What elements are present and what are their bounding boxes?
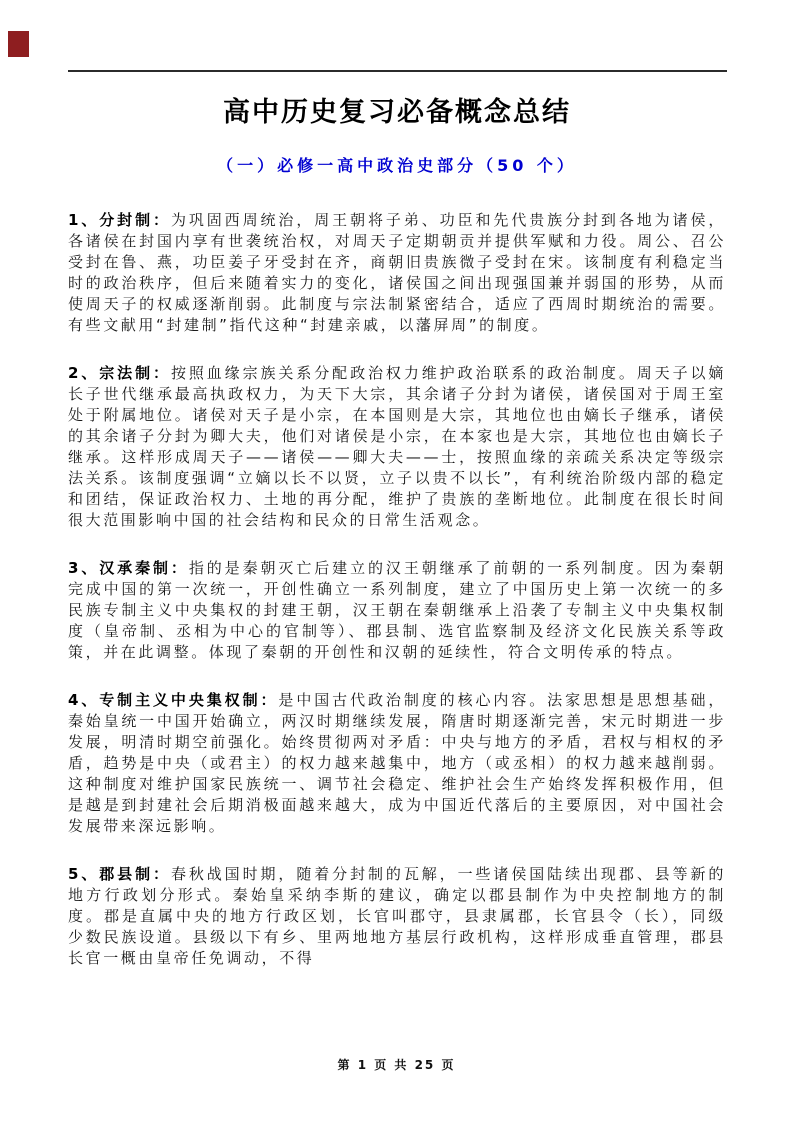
paragraph-text: 是中国古代政治制度的核心内容。法家思想是思想基础，秦始皇统一中国开始确立，两汉时期继续发展，隋唐时期逐渐完善，宋元时期进一步发展，明清时期空前强化。始终贯彻两对矛盾：中央与地方的矛盾，君权与相权的矛盾，趋势是中央（或君主）的权力越来越集中，地方（或丞相）的权力越来越削弱。这种制度对维护国家民族统一、调节社会稳定、维护社会生产始终发挥积极作用，但是越是到封建社会后期消极面越来越大，成为中国近代落后的主要原因，对中国社会发展带来深远影响。 <box>68 691 726 835</box>
term-label: 1、分封制： <box>68 211 171 229</box>
page-footer: 第 1 页 共 25 页 <box>337 1058 456 1072</box>
term-label: 4、专制主义中央集权制： <box>68 691 279 709</box>
paragraph-text: 按照血缘宗族关系分配政治权力维护政治联系的政治制度。周天子以嫡长子世代继承最高执政权力，为天下大宗，其余诸子分封为诸侯，诸侯国对于周王室处于附属地位。诸侯对天子是小宗，在本国则是大宗，其地位也由嫡长子继承，诸侯的其余诸子分封为卿大夫，他们对诸侯是小宗，在本家也是大宗，其地位也由嫡长子继承。这样形成周天子——诸侯——卿大夫——士，按照血缘的亲疏关系决定等级宗法关系。该制度强调“立嫡以长不以贤，立子以贵不以长”，有利统治阶级内部的稳定和团结，保证政治权力、土地的再分配，维护了贵族的垄断地位。此制度在很长时间很大范围影响中国的社会结构和民众的日常生活观念。 <box>68 364 726 529</box>
term-label: 5、郡县制： <box>68 865 171 883</box>
document-content <box>68 90 726 996</box>
paragraph-zongfazhi <box>68 363 726 531</box>
paragraph-text: 春秋战国时期，随着分封制的瓦解，一些诸侯国陆续出现郡、县等新的地方行政划分形式。秦始皇采纳李斯的建议，确定以郡县制作为中央控制地方的制度。郡是直属中央的地方行政区划，长官叫郡守，县隶属郡，长官县令（长），同级少数民族设道。县级以下有乡、里两地地方基层行政机构，这样形成垂直管理，郡县长官一概由皇帝任免调动，不得 <box>68 865 726 967</box>
doc-title: 高中历史复习必备概念总结 <box>223 97 571 128</box>
paragraph-text: 为巩固西周统治，周王朝将子弟、功臣和先代贵族分封到各地为诸侯，各诸侯在封国内享有世袭统治权，对周天子定期朝贡并提供军赋和力役。周公、召公受封在鲁、燕，功臣姜子牙受封在齐，商朝旧贵族微子受封在宋。该制度有利稳定当时的政治秩序，但后来随着实力的变化，诸侯国之间出现强国兼并弱国的形势，从而使周天子的权威逐渐削弱。此制度与宗法制紧密结合，适应了西周时期统治的需要。有些文献用“封建制”指代这种“封建亲戚，以藩屏周”的制度。 <box>68 211 726 334</box>
paragraph-fengjianzhi <box>68 210 726 336</box>
corner-mark <box>8 31 29 57</box>
header-rule <box>68 70 727 72</box>
term-label: 3、汉承秦制： <box>68 559 189 577</box>
paragraph-text: 指的是秦朝灭亡后建立的汉王朝继承了前朝的一系列制度。因为秦朝完成中国的第一次统一，开创性确立一系列制度，建立了中国历史上第一次统一的多民族专制主义中央集权的封建王朝，汉王朝在秦朝继承上沿袭了专制主义中央集权制度（皇帝制、丞相为中心的官制等）、郡县制、选官监察制及经济文化民族关系等政策，并在此调整。体现了秦朝的开创性和汉朝的延续性，符合文明传承的特点。 <box>68 559 726 661</box>
doc-subtitle: （一）必修一高中政治史部分（50 个） <box>217 156 577 175</box>
paragraph-junxianzhi <box>68 864 726 969</box>
paragraph-zhuanzhizhuyi <box>68 690 726 837</box>
term-label: 2、宗法制： <box>68 364 171 382</box>
paragraph-hanchengqinzhi <box>68 558 726 663</box>
